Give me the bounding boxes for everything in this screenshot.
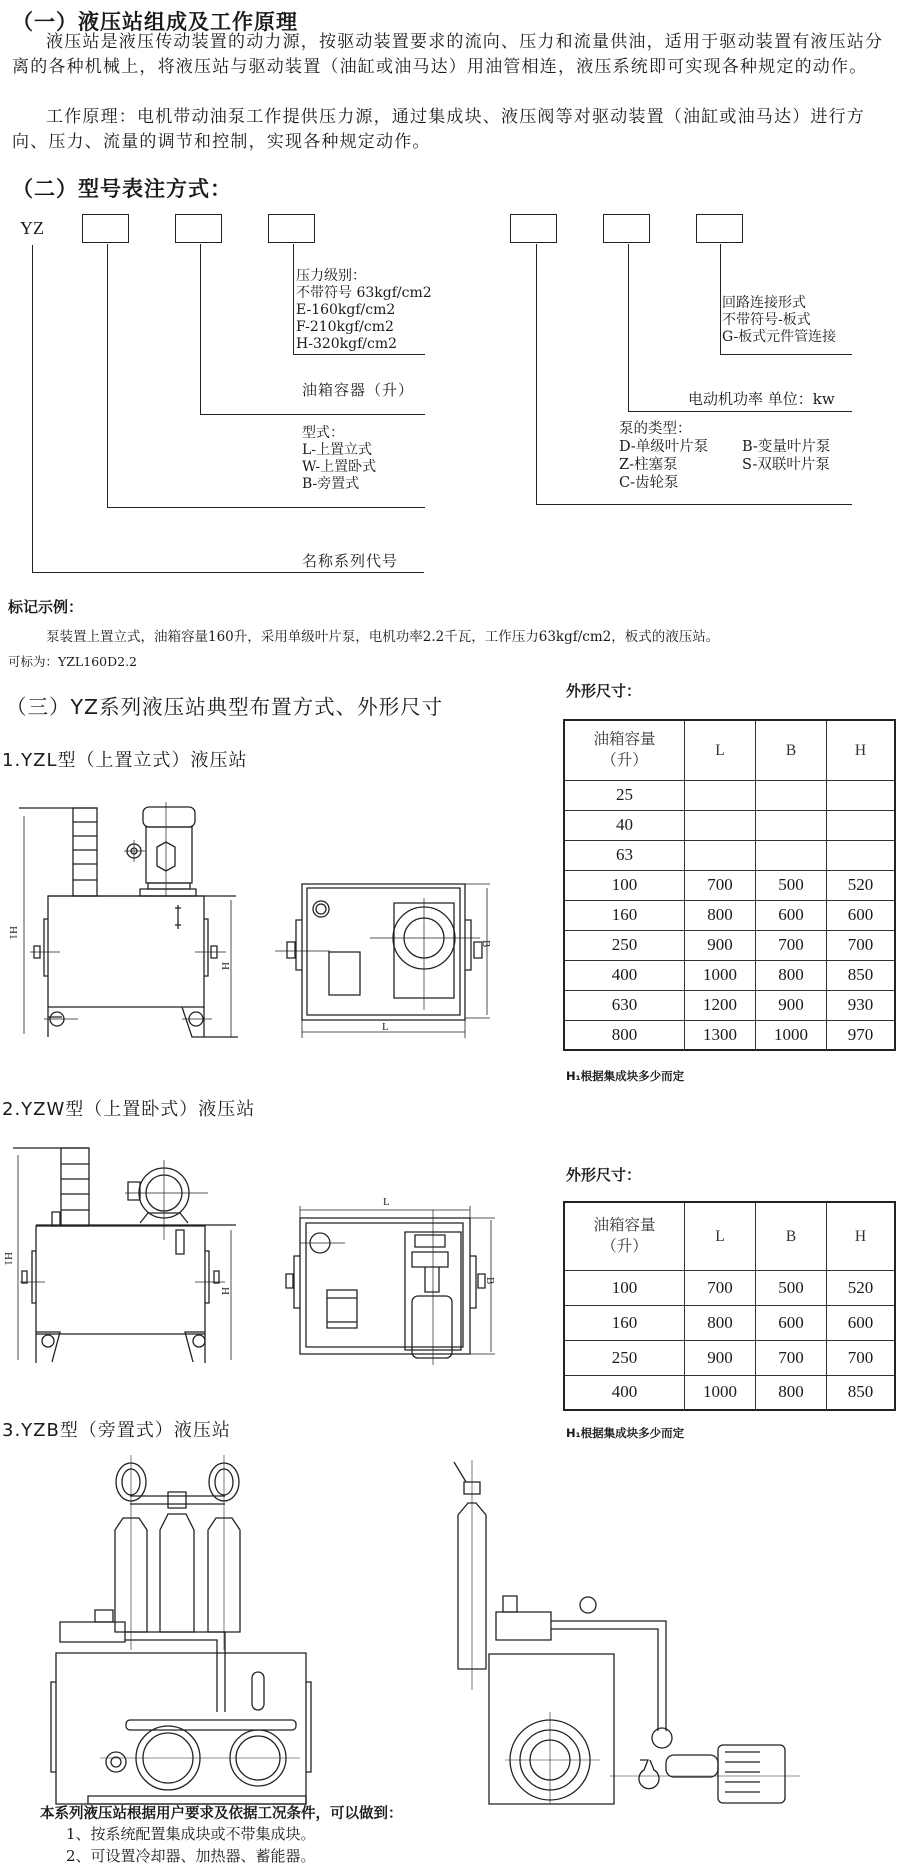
table1-header-l: L — [685, 720, 756, 780]
example-code-line: 可标为：YZL160D2.2 — [8, 654, 137, 669]
table1-note: H₁根据集成块多少而定 — [566, 1069, 685, 1083]
svg-text:H: H — [219, 1287, 231, 1295]
svg-text:H: H — [219, 962, 231, 970]
code-box-pump — [510, 214, 557, 243]
yzb-side-layout-drawing — [0, 1400, 900, 1790]
table-row: 100 700 500 520 — [564, 870, 895, 900]
pump-type-z: Z-柱塞泵 — [619, 457, 678, 473]
yzw-front-elevation-drawing — [0, 1060, 560, 1390]
section1-paragraph-intro: 液压站是液压传动装置的动力源，按驱动装置要求的流向、压力和流量供油，适用于驱动装置有液压站分离的各种机械上，将液压站与驱动装置（油缸或油马达）用油管相连，液压系统即可实现各种规定的动作。 — [12, 32, 884, 77]
pump-type-b: B-变量叶片泵 — [742, 439, 831, 455]
footer-intro: 本系列液压站根据用户要求及依据工况条件，可以做到： — [40, 1806, 403, 1822]
type3-title: 3.YZB型（旁置式）液压站 — [2, 1420, 231, 1441]
pump-type-c: C-齿轮泵 — [619, 475, 679, 491]
circuit-label-g: G-板式元件管连接 — [722, 329, 837, 345]
table2-note: H₁根据集成块多少而定 — [566, 1426, 685, 1440]
type-label-w: W-上置卧式 — [302, 459, 377, 475]
section1-paragraph-principle: 工作原理：电机带动油泵工作提供压力源，通过集成块、液压阀等对驱动装置（油缸或油马达）进行方向、压力、流量的调节和控制，实现各种规定动作。 — [12, 107, 865, 152]
type2-title: 2.YZW型（上置卧式）液压站 — [2, 1099, 256, 1120]
yzl-front-elevation-drawing — [0, 730, 560, 1060]
dimension-table-yzl: 油箱容量 （升） L B H 25 40 63 100 700 500 520 160 800 600 600 250 900 700 700 400 1000 800 850 630 1200 900 930 800 1300 1000 970 — [563, 719, 896, 1051]
circuit-label-title: 回路连接形式 — [722, 295, 806, 311]
series-code-label: 名称系列代号 — [302, 552, 399, 570]
table-row: 800 1300 1000 970 — [564, 1020, 895, 1050]
table1-header-h: H — [827, 720, 896, 780]
pump-type-s: S-双联叶片泵 — [742, 457, 830, 473]
svg-text:L: L — [383, 1196, 390, 1208]
pressure-label-63: 不带符号 63kgf/cm2 — [296, 285, 432, 301]
table-row: 100 700 500 520 — [564, 1270, 895, 1305]
dimension-table-yzw: 油箱容量 （升） L B H 100 700 500 520 160 800 600 600 250 900 700 700 400 1000 800 850 — [563, 1201, 896, 1411]
example-title: 标记示例： — [8, 598, 84, 616]
table2-header-capacity: 油箱容量 — [593, 1217, 656, 1235]
table1-header-capacity: 油箱容量 — [593, 731, 656, 749]
table-row: 400 1000 800 850 — [564, 960, 895, 990]
pressure-label-e: E-160kgf/cm2 — [296, 302, 396, 318]
pump-type-title: 泵的类型： — [619, 421, 692, 437]
table-row: 250 900 700 700 — [564, 1340, 895, 1375]
table-row: 400 1000 800 850 — [564, 1375, 895, 1410]
code-box-type — [82, 214, 129, 243]
table-row: 40 — [564, 810, 895, 840]
table1-header-b: B — [756, 720, 827, 780]
type1-title: 1.YZL型（上置立式）液压站 — [2, 750, 248, 771]
table-row: 160 800 600 600 — [564, 900, 895, 930]
svg-text:H1: H1 — [2, 1252, 14, 1266]
pressure-label-title: 压力级别： — [296, 268, 366, 284]
tank-capacity-label: 油箱容器（升） — [302, 381, 415, 399]
code-box-circuit — [696, 214, 743, 243]
table-row: 25 — [564, 780, 895, 810]
section1-heading: （一）液压站组成及工作原理 — [12, 10, 298, 34]
table2-header-h: H — [827, 1202, 896, 1270]
svg-text:B: B — [484, 1277, 496, 1285]
code-box-pressure — [268, 214, 315, 243]
table-row: 250 900 700 700 — [564, 930, 895, 960]
table1-caption: 外形尺寸： — [566, 682, 642, 700]
table2-header-l: L — [685, 1202, 756, 1270]
dim-label-h1: H1 — [7, 926, 19, 940]
svg-text:L: L — [382, 1021, 389, 1033]
section2-heading: （二）型号表注方式： — [12, 177, 232, 201]
footer-item-1: 1、按系统配置集成块或不带集成块。 — [66, 1825, 316, 1843]
model-prefix: YZ — [20, 218, 44, 238]
table2-header-b: B — [756, 1202, 827, 1270]
pressure-label-h: H-320kgf/cm2 — [296, 336, 398, 352]
svg-text:B: B — [480, 940, 492, 948]
circuit-label-plate: 不带符号-板式 — [722, 312, 811, 328]
table-row: 630 1200 900 930 — [564, 990, 895, 1020]
section3-heading: （三）YZ系列液压站典型布置方式、外形尺寸 — [6, 695, 444, 719]
footer-item-2: 2、可设置冷却器、加热器、蓄能器。 — [66, 1847, 316, 1865]
type-label-l: L-上置立式 — [302, 442, 373, 458]
code-box-power — [603, 214, 650, 243]
type-label-title: 型式： — [302, 425, 344, 441]
table-row: 160 800 600 600 — [564, 1305, 895, 1340]
code-box-capacity — [175, 214, 222, 243]
table2-caption: 外形尺寸： — [566, 1166, 642, 1184]
pressure-label-f: F-210kgf/cm2 — [296, 319, 394, 335]
type-label-b: B-旁置式 — [302, 476, 360, 492]
motor-power-label: 电动机功率 单位：kw — [688, 390, 835, 408]
table-row: 63 — [564, 840, 895, 870]
example-text: 泵装置上置立式，油箱容量160升，采用单级叶片泵，电机功率2.2千瓦，工作压力63kgf/cm2，板式的液压站。 — [46, 629, 720, 645]
pump-type-d: D-单级叶片泵 — [619, 439, 709, 455]
